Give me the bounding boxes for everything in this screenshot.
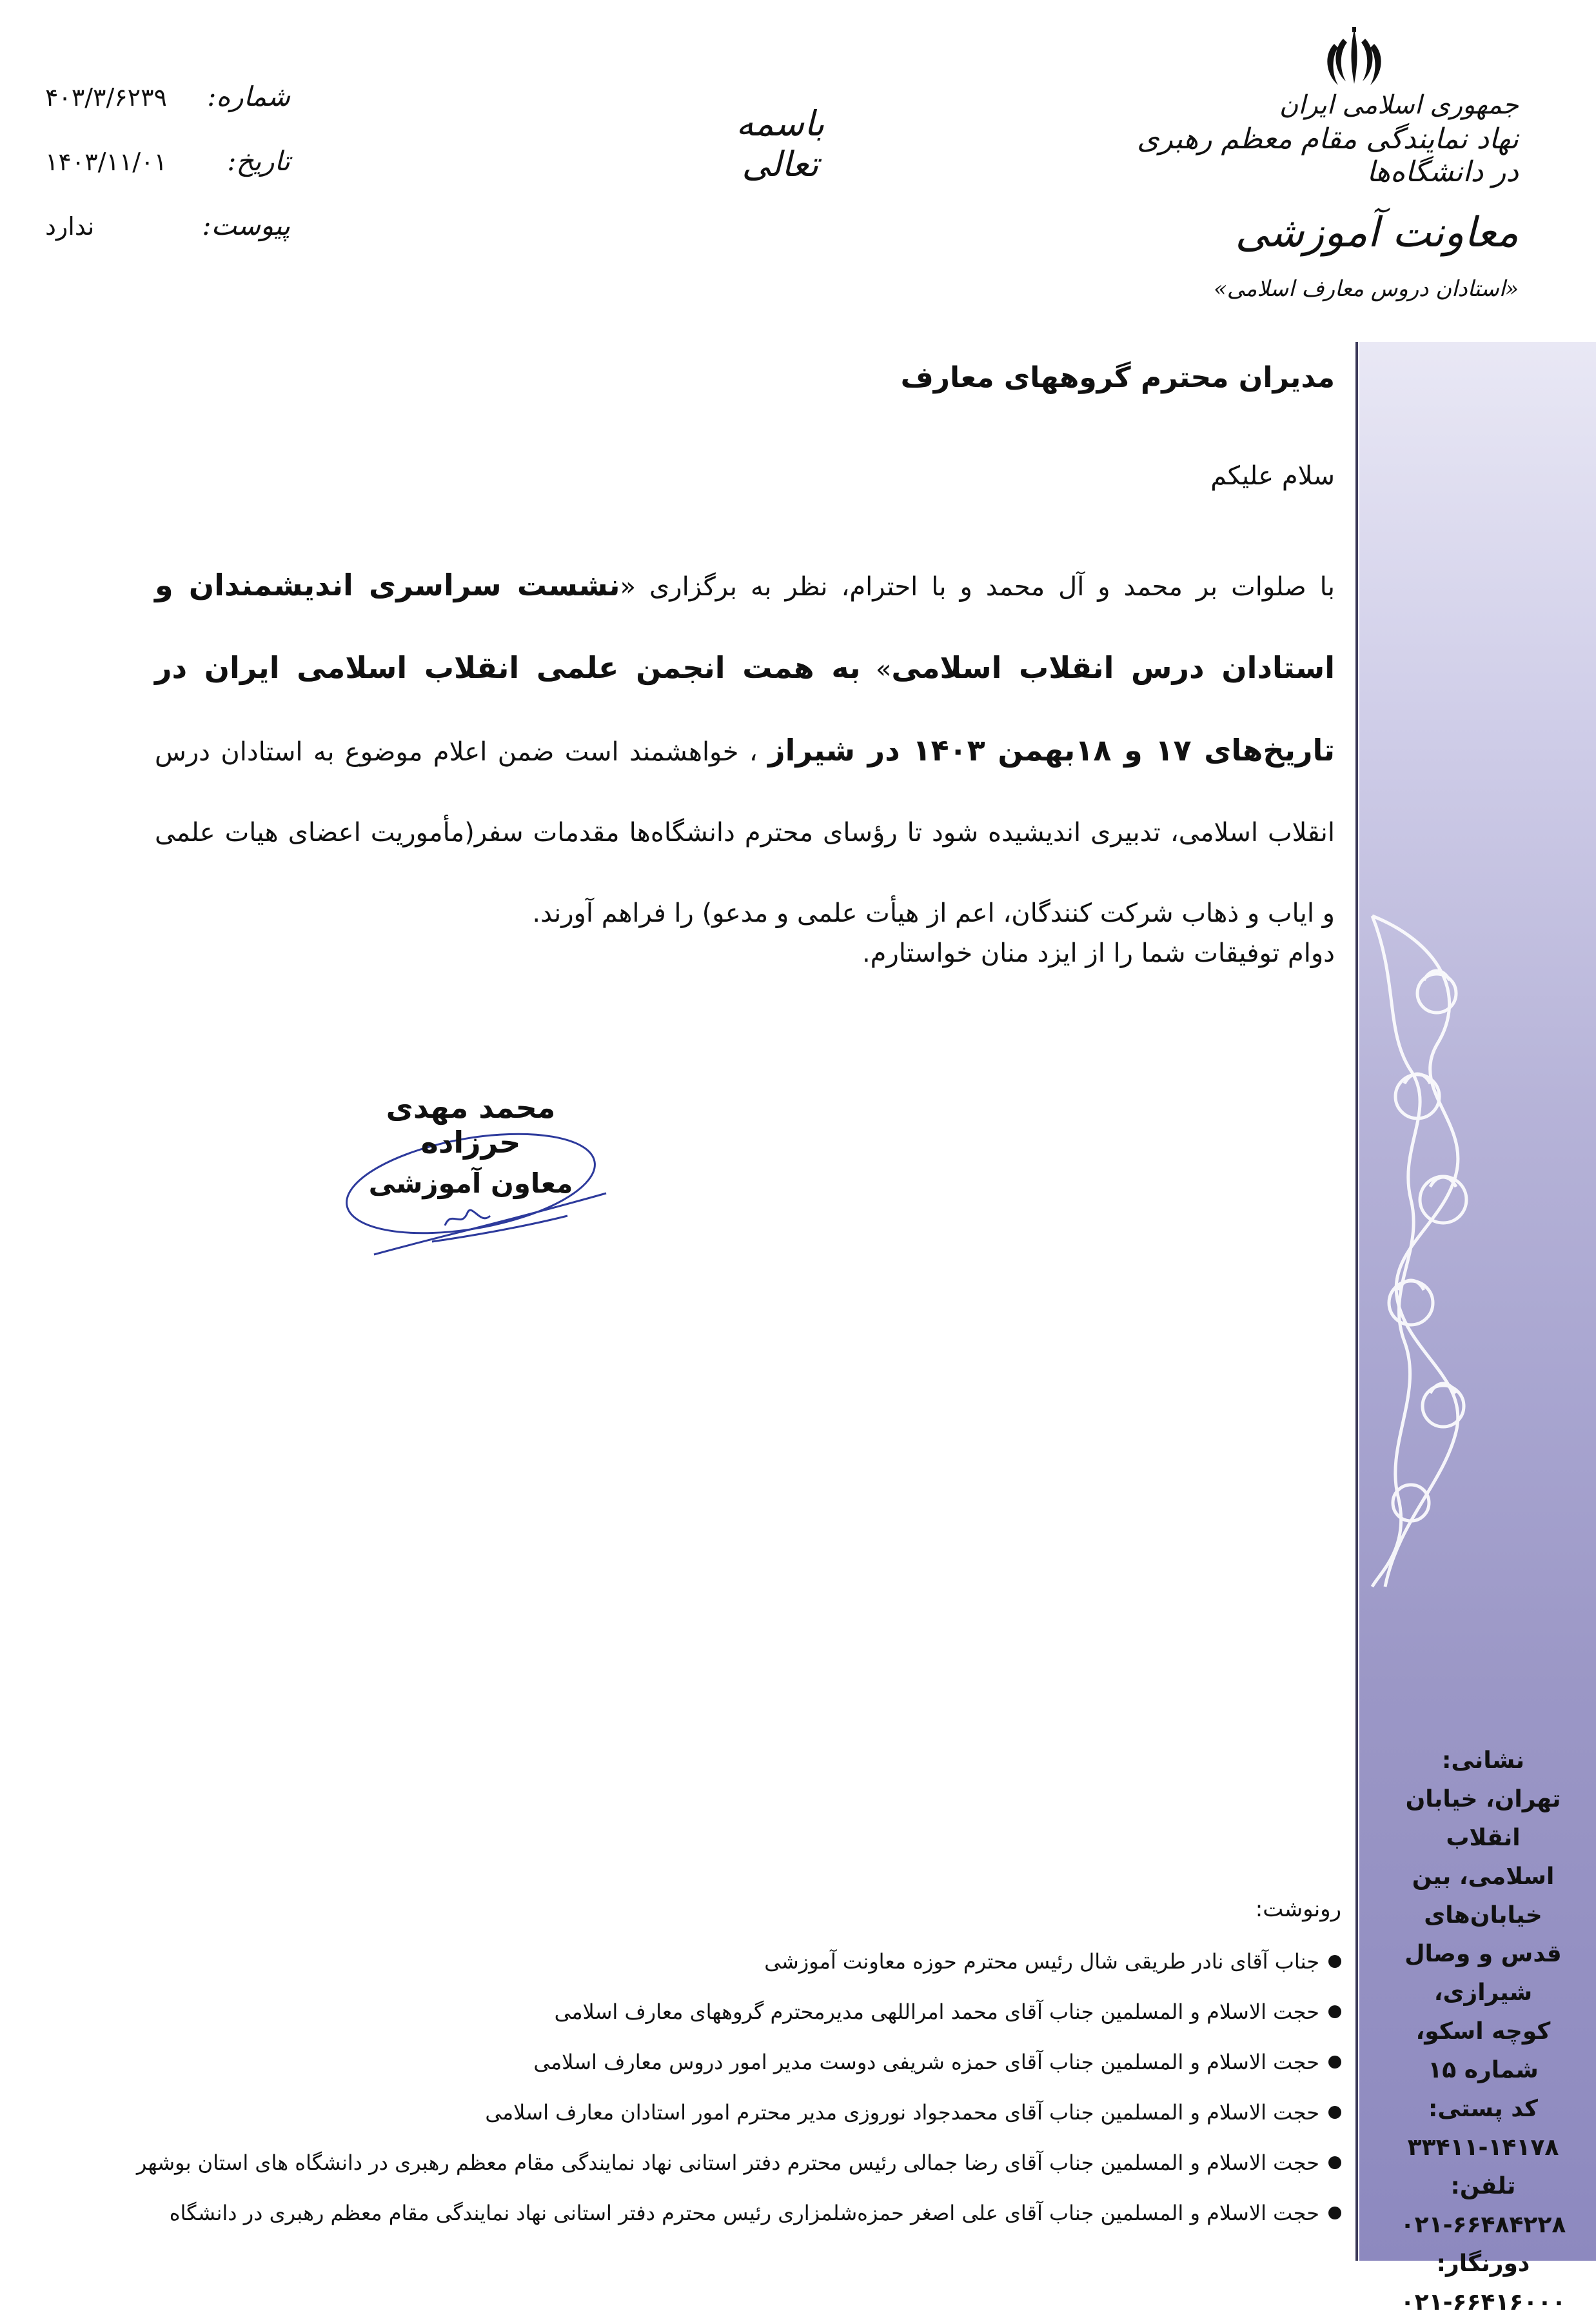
address-line: کوچه اسکو، <box>1415 2018 1551 2045</box>
cc-text: حجت الاسلام و المسلمین جناب آقای علی اصغر حمزه‌شلمزاری رئیس محترم دفتر استانی نهاد نمایندگی مقام معظم رهبری در دانشگاه <box>169 2201 1319 2225</box>
signer-title: معاون آموزشی <box>368 1167 573 1199</box>
cc-heading: رونوشت: <box>1255 1896 1341 1922</box>
number-value: ۴۰۳/۳/۶۲۳۹ <box>45 83 167 112</box>
body-event-title: نشست سراسری اندیشمندان و استادان درس انقلاب اسلامی <box>155 568 1335 685</box>
strip-border <box>1355 342 1358 2261</box>
body-event-details: به همت انجمن علمی انقلاب اسلامی ایران در تاریخ‌های ۱۷ و ۱۸بهمن ۱۴۰۳ در شیراز <box>155 650 1335 768</box>
letter-body-paragraph <box>155 545 1335 954</box>
fax-label: دورنگار: <box>1436 2250 1530 2277</box>
org-department: معاونت آموزشی <box>1235 209 1519 257</box>
closing: دوام توفیقات شما را از ایزد منان خواستارم. <box>862 938 1335 968</box>
cc-text: حجت الاسلام و المسلمین جناب آقای رضا جمالی رئیس محترم دفتر استانی نهاد نمایندگی مقام معظم رهبری در دانشگاه های استان بوشهر <box>136 2150 1319 2175</box>
body-request: ، خواهشمند است ضمن اعلام موضوع به استادان درس انقلاب اسلامی، تدبیری اندیشیده شود تا رؤسای محترم دانشگاه‌ها مقدمات سفر(مأموریت اعضای هیات علمی و ایاب و ذهاب شرکت کنندگان، اعم از هیأت علمی و مدعو) را فراهم آورند. <box>155 737 1335 928</box>
phone-number: ۰۲۱-۶۶۴۸۴۲۲۸ <box>1400 2212 1566 2238</box>
postal-label: کد پستی: <box>1428 2096 1538 2122</box>
body-intro: با صلوات بر محمد و آل محمد و با احترام، نظر به برگزاری « <box>620 572 1335 602</box>
signer-name: محمد مهدی حرزاده <box>386 1090 556 1160</box>
cc-text: حجت الاسلام و المسلمین جناب آقای حمزه شریفی دوست مدیر امور دروس معارف اسلامی <box>533 2050 1319 2074</box>
greeting: سلام علیکم <box>1210 461 1335 491</box>
org-subtitle: «استادان دروس معارف اسلامی» <box>1213 276 1519 302</box>
bismillah: باسمه تعالی <box>736 103 825 184</box>
iran-emblem-icon <box>1319 25 1390 95</box>
date-row <box>45 145 290 210</box>
number-label: شماره: <box>207 81 290 112</box>
floral-ornament-icon <box>1359 903 1488 1600</box>
cc-text: جناب آقای نادر طریقی شال رئیس محترم حوزه معاونت آموزشی <box>764 1949 1319 1974</box>
bullet-icon <box>1328 2005 1341 2018</box>
phone-label: تلفن: <box>1450 2173 1516 2199</box>
organization-heading <box>1119 90 1519 302</box>
cc-list <box>129 1896 1341 2238</box>
letter-meta <box>45 81 290 274</box>
fax-number: ۰۲۱-۶۶۴۱۶۰۰۰ <box>1400 2289 1566 2316</box>
bullet-icon <box>1328 2156 1341 2169</box>
bullet-icon <box>1328 2056 1341 2069</box>
cc-item <box>129 2188 1341 2238</box>
recipient: مدیران محترم گروههای معارف <box>900 361 1335 394</box>
address-line: تهران، خیابان انقلاب <box>1405 1786 1561 1851</box>
address-line: اسلامی، بین خیابان‌های <box>1412 1863 1555 1929</box>
number-row <box>45 81 290 145</box>
attachment-value: ندارد <box>45 212 95 241</box>
signature-block <box>335 1090 606 1199</box>
cc-text: حجت الاسلام و المسلمین جناب آقای محمد امراللهی مدیرمحترم گروههای معارف اسلامی <box>554 2000 1319 2024</box>
org-country: جمهوری اسلامی ایران <box>1279 90 1519 120</box>
body-mid: » <box>860 655 892 684</box>
cc-item <box>129 1987 1341 2037</box>
cc-item <box>129 2087 1341 2138</box>
cc-item <box>129 1936 1341 1987</box>
cc-item <box>129 2037 1341 2087</box>
attachment-label: پیوست: <box>202 210 290 241</box>
org-name: نهاد نمایندگی مقام معظم رهبری در دانشگاه‌ها <box>1137 123 1519 188</box>
date-value: ۱۴۰۳/۱۱/۰۱ <box>45 148 167 176</box>
bullet-icon <box>1328 1955 1341 1968</box>
cc-item <box>129 2138 1341 2188</box>
date-label: تاریخ: <box>227 145 290 177</box>
address-line: شماره ۱۵ <box>1428 2057 1539 2083</box>
address-label: نشانی: <box>1441 1747 1524 1774</box>
cc-text: حجت الاسلام و المسلمین جناب آقای محمدجواد نوروزی مدیر محترم امور استادان معارف اسلامی <box>485 2100 1319 2125</box>
address-line: قدس و وصال شیرازی، <box>1404 1941 1562 2006</box>
address-block <box>1386 1742 1580 2322</box>
bullet-icon <box>1328 2106 1341 2119</box>
attachment-row <box>45 210 290 274</box>
postal-code: ۳۳۴۱۱-۱۴۱۷۸ <box>1407 2134 1559 2161</box>
bullet-icon <box>1328 2207 1341 2219</box>
